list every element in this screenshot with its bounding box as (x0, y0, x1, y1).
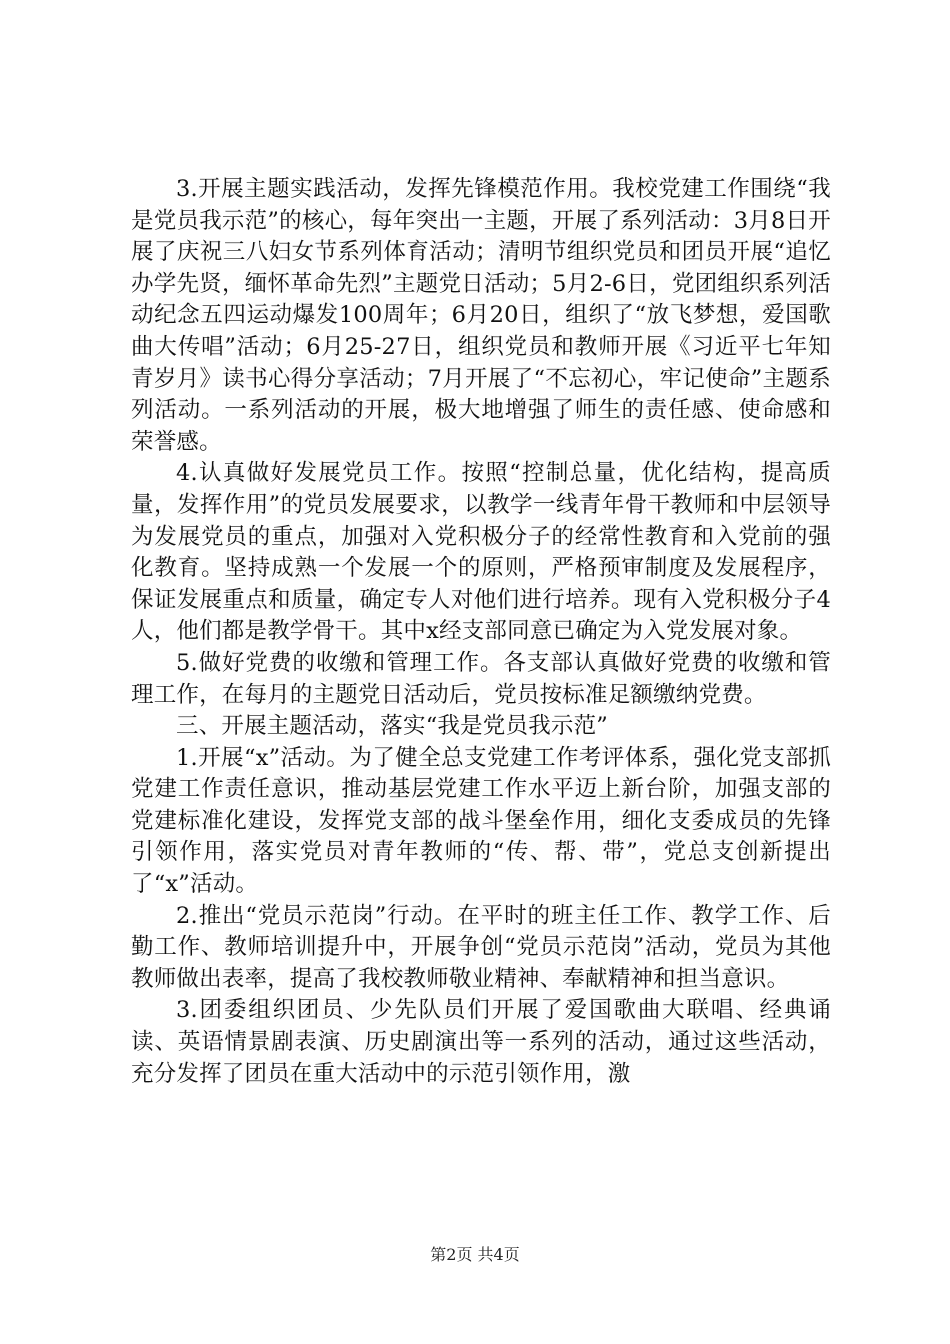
paragraph-member-development: 4.认真做好发展党员工作。按照“控制总量，优化结构，提高质量，发挥作用”的党员发展要求，以教学一线青年骨干教师和中层领导为发展党员的重点，加强对入党积极分子的经常性教育和入党前的强化教育。坚持成熟一个发展一个的原则，严格预审制度及发展程序，保证发展重点和质量，确定专人对他们进行培养。现有入党积极分子4人，他们都是教学骨干。其中x经支部同意已确定为入党发展对象。 (131, 460, 831, 645)
document-body (131, 174, 831, 1090)
paragraph-party-dues: 5.做好党费的收缴和管理工作。各支部认真做好党费的收缴和管理工作，在每月的主题党日活动后，党员按标准足额缴纳党费。 (131, 649, 831, 708)
paragraph-x-activity: 1.开展“x”活动。为了健全总支党建工作考评体系，强化党支部抓党建工作责任意识，推动基层党建工作水平迈上新台阶，加强支部的党建标准化建设，发挥党支部的战斗堡垒作用，细化支委成员的先锋引领作用，落实党员对青年教师的“传、帮、带”，党总支创新提出了“x”活动。 (131, 744, 831, 898)
section-heading-theme-activities: 三、开展主题活动，落实“我是党员我示范” (176, 713, 609, 740)
paragraph-league-activities: 3.团委组织团员、少先队员们开展了爱国歌曲大联唱、经典诵读、英语情景剧表演、历史剧演出等一系列的活动，通过这些活动，充分发挥了团员在重大活动中的示范引领作用，激 (131, 997, 831, 1087)
page-number-footer: 第2页 共4页 (430, 1245, 520, 1264)
paragraph-activities: 3.开展主题实践活动，发挥先锋模范作用。我校党建工作围绕“我是党员我示范”的核心，每年突出一主题，开展了系列活动：3月8日开展了庆祝三八妇女节系列体育活动；清明节组织党员和团员开展“追忆办学先贤，缅怀革命先烈”主题党日活动；5月2-6日，党团组织系列活动纪念五四运动爆发100周年；6月20日，组织了“放飞梦想，爱国歌曲大传唱”活动；6月25-27日，组织党员和教师开展《习近平七年知青岁月》读书心得分享活动；7月开展了“不忘初心，牢记使命”主题系列活动。一系列活动的开展，极大地增强了师生的责任感、使命感和荣誉感。 (131, 176, 831, 455)
paragraph-model-post: 2.推出“党员示范岗”行动。在平时的班主任工作、教学工作、后勤工作、教师培训提升中，开展争创“党员示范岗”活动，党员为其他教师做出表率，提高了我校教师敬业精神、奉献精神和担当意识。 (131, 902, 831, 992)
